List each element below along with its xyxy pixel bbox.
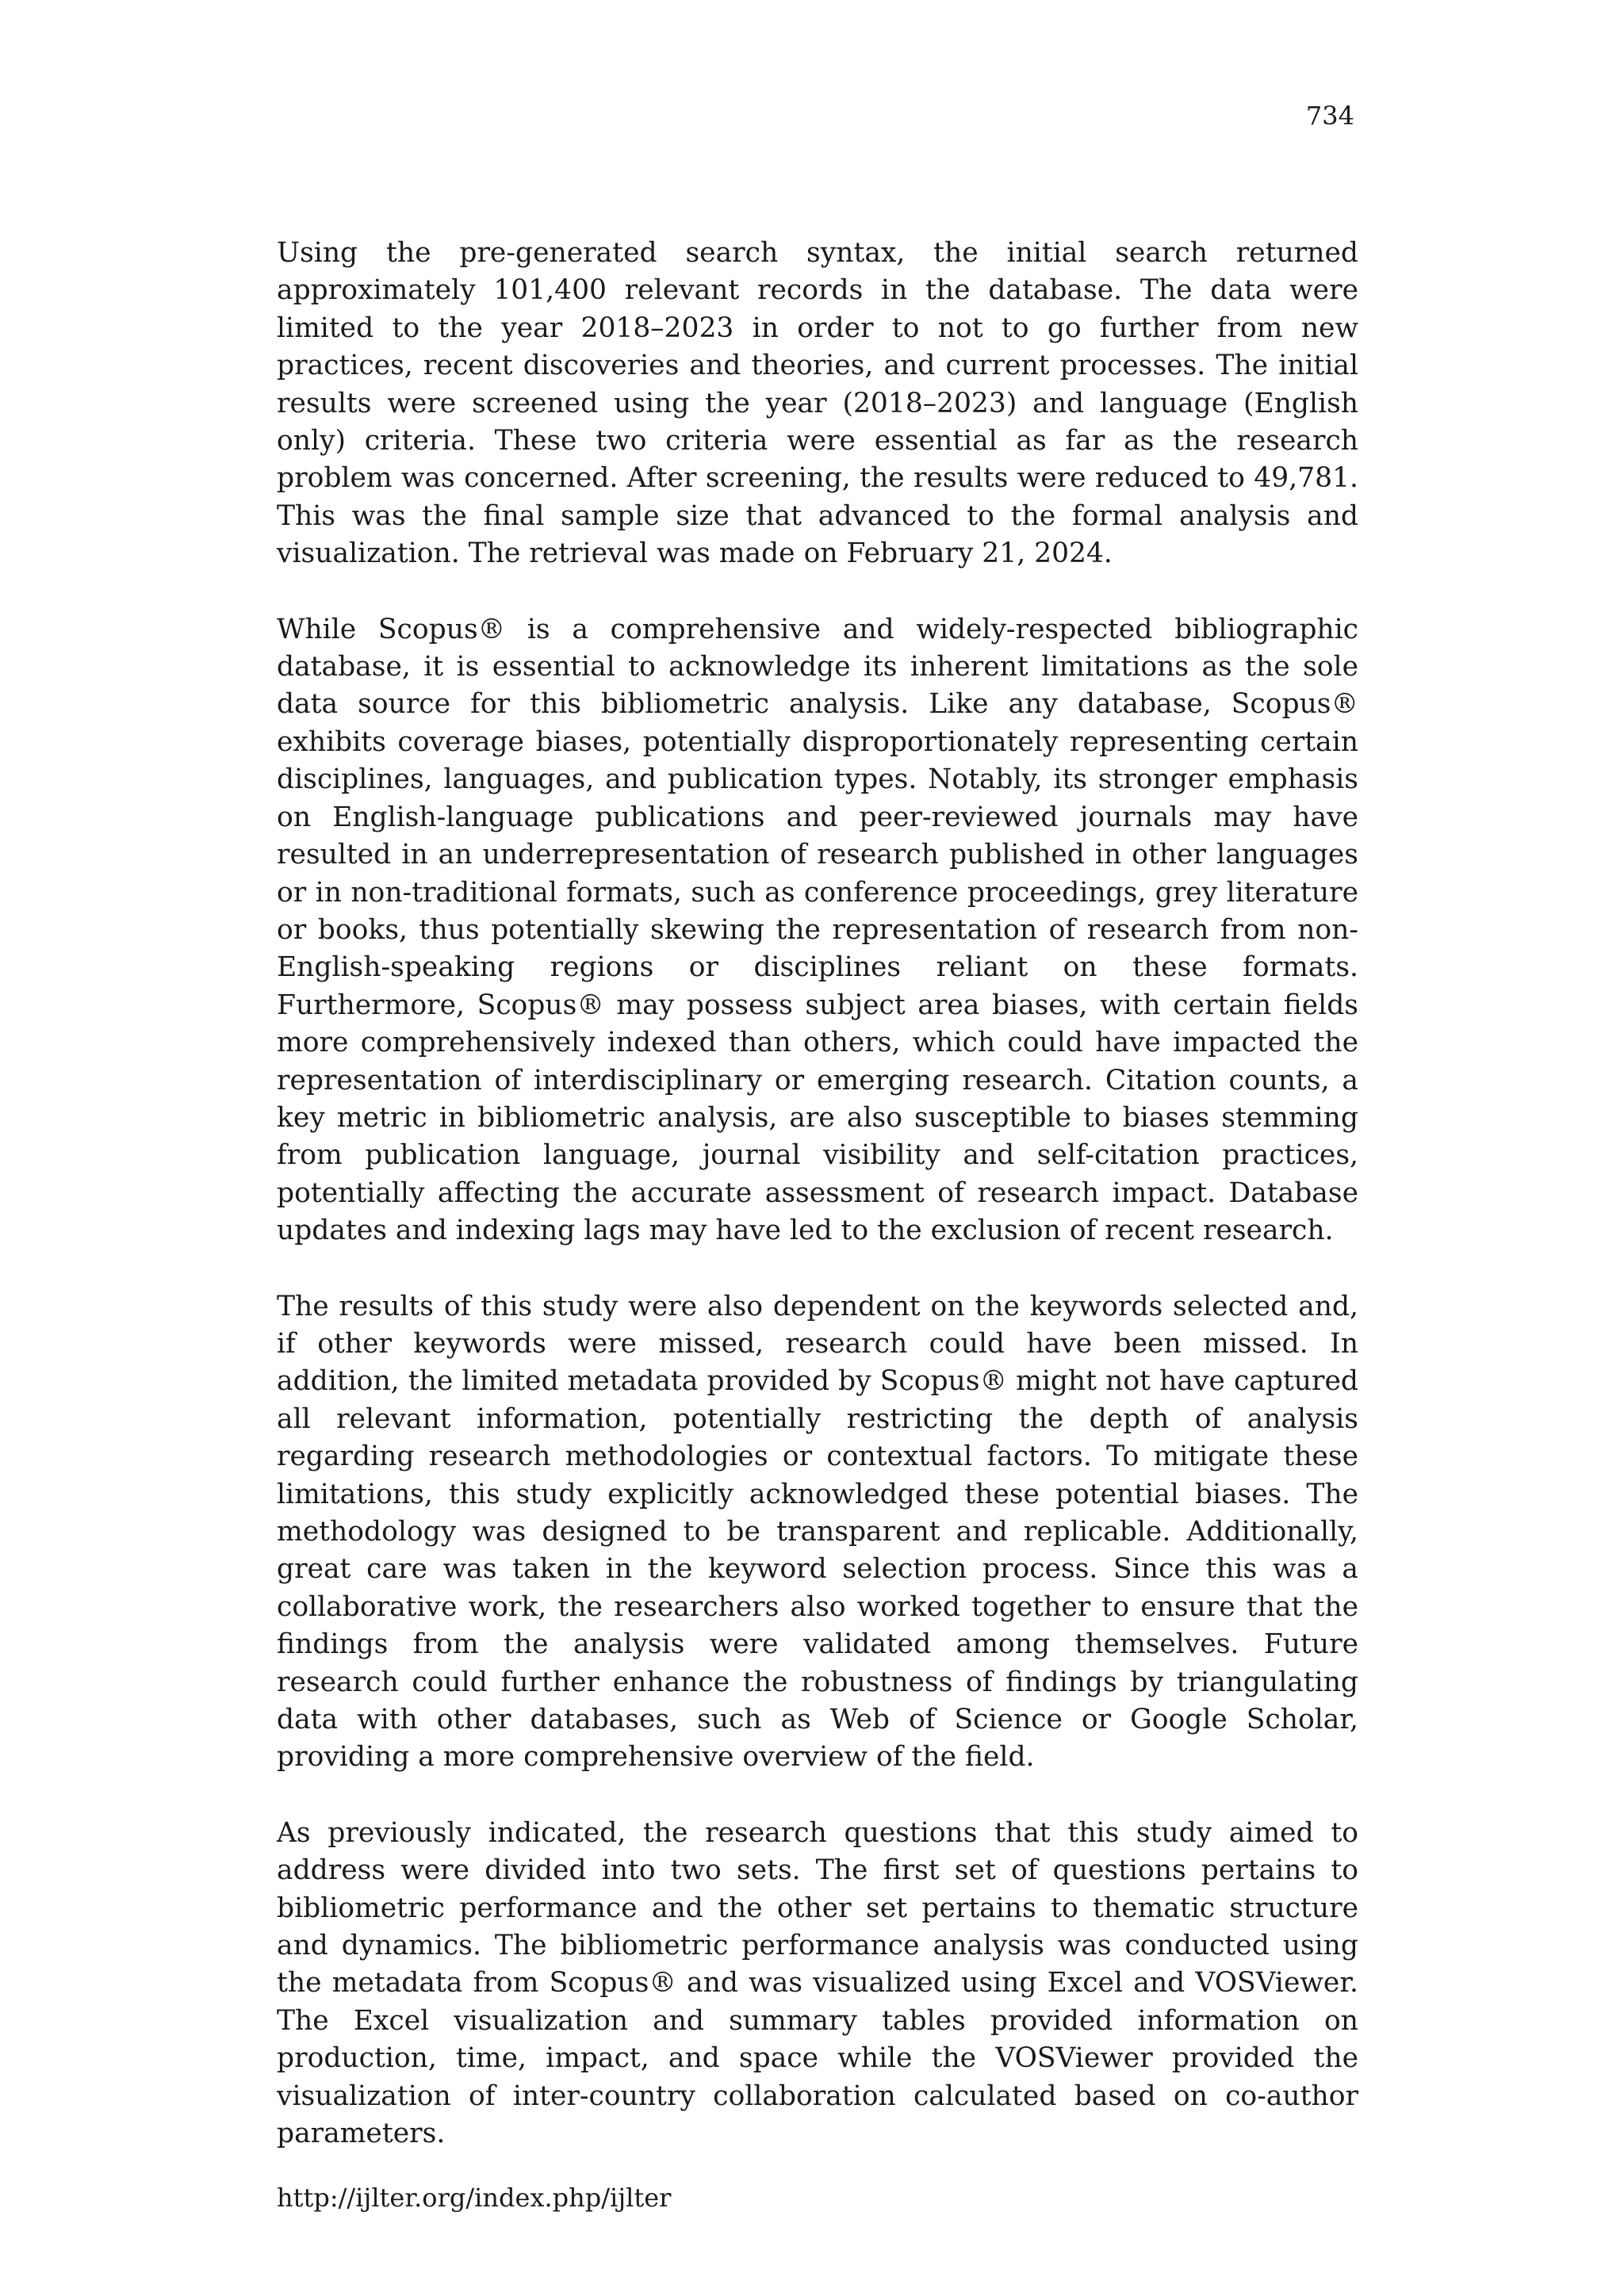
paragraph-scopus-limitations: While Scopus® is a comprehensive and widely-respected bibliographic database, it is essential to acknowledge its inherent limitations as the sole data source for this bibliometric analysis. Like any database, Scopus® exhibits coverage biases, potentially disproportionately representing certain disciplines, languages, and publication types. Notably, its stronger emphasis on English-language publications and peer-reviewed journals may have resulted in an underrepresentation of research published in other languages or in non-traditional formats, such as conference proceedings, grey literature or books, thus potentially skewing the representation of research from non-English-speaking regions or disciplines reliant on these formats. Furthermore, Scopus® may possess subject area biases, with certain fields more comprehensively indexed than others, which could have impacted the representation of interdisciplinary or emerging research. Citation counts, a key metric in bibliometric analysis, are also susceptible to biases stemming from publication language, journal visibility and self-citation practices, potentially affecting the accurate assessment of research impact. Database updates and indexing lags may have led to the exclusion of recent research. (277, 613, 1358, 1247)
paragraph-keyword-dependence: The results of this study were also dependent on the keywords selected and, if other keywords were missed, research could have been missed. In addition, the limited metadata provided by Scopus® might not have captured all relevant information, potentially restricting the depth of analysis regarding research methodologies or contextual factors. To mitigate these limitations, this study explicitly acknowledged these potential biases. The methodology was designed to be transparent and replicable. Additionally, great care was taken in the keyword selection process. Since this was a collaborative work, the researchers also worked together to ensure that the findings from the analysis were validated among themselves. Future research could further enhance the robustness of findings by triangulating data with other databases, such as Web of Science or Google Scholar, providing a more comprehensive overview of the field. (277, 1290, 1358, 1774)
body-text (277, 235, 1358, 2191)
footer-url: http://ijlter.org/index.php/ijlter (277, 2183, 672, 2213)
paragraph-search-results: Using the pre-generated search syntax, the initial search returned approximately 101,400 relevant records in the database. The data were limited to the year 2018–2023 in order to not to go further from new practices, recent discoveries and theories, and current processes. The initial results were screened using the year (2018–2023) and language (English only) criteria. These two criteria were essential as far as the research problem was concerned. After screening, the results were reduced to 49,781. This was the final sample size that advanced to the formal analysis and visualization. The retrieval was made on February 21, 2024. (277, 237, 1358, 570)
paragraph-research-questions: As previously indicated, the research questions that this study aimed to address were divided into two sets. The first set of questions pertains to bibliometric performance and the other set pertains to thematic structure and dynamics. The bibliometric performance analysis was conducted using the metadata from Scopus® and was visualized using Excel and VOSViewer. The Excel visualization and summary tables provided information on production, time, impact, and space while the VOSViewer provided the visualization of inter-country collaboration calculated based on co-author parameters. (277, 1816, 1358, 2150)
page-number: 734 (1305, 101, 1354, 131)
